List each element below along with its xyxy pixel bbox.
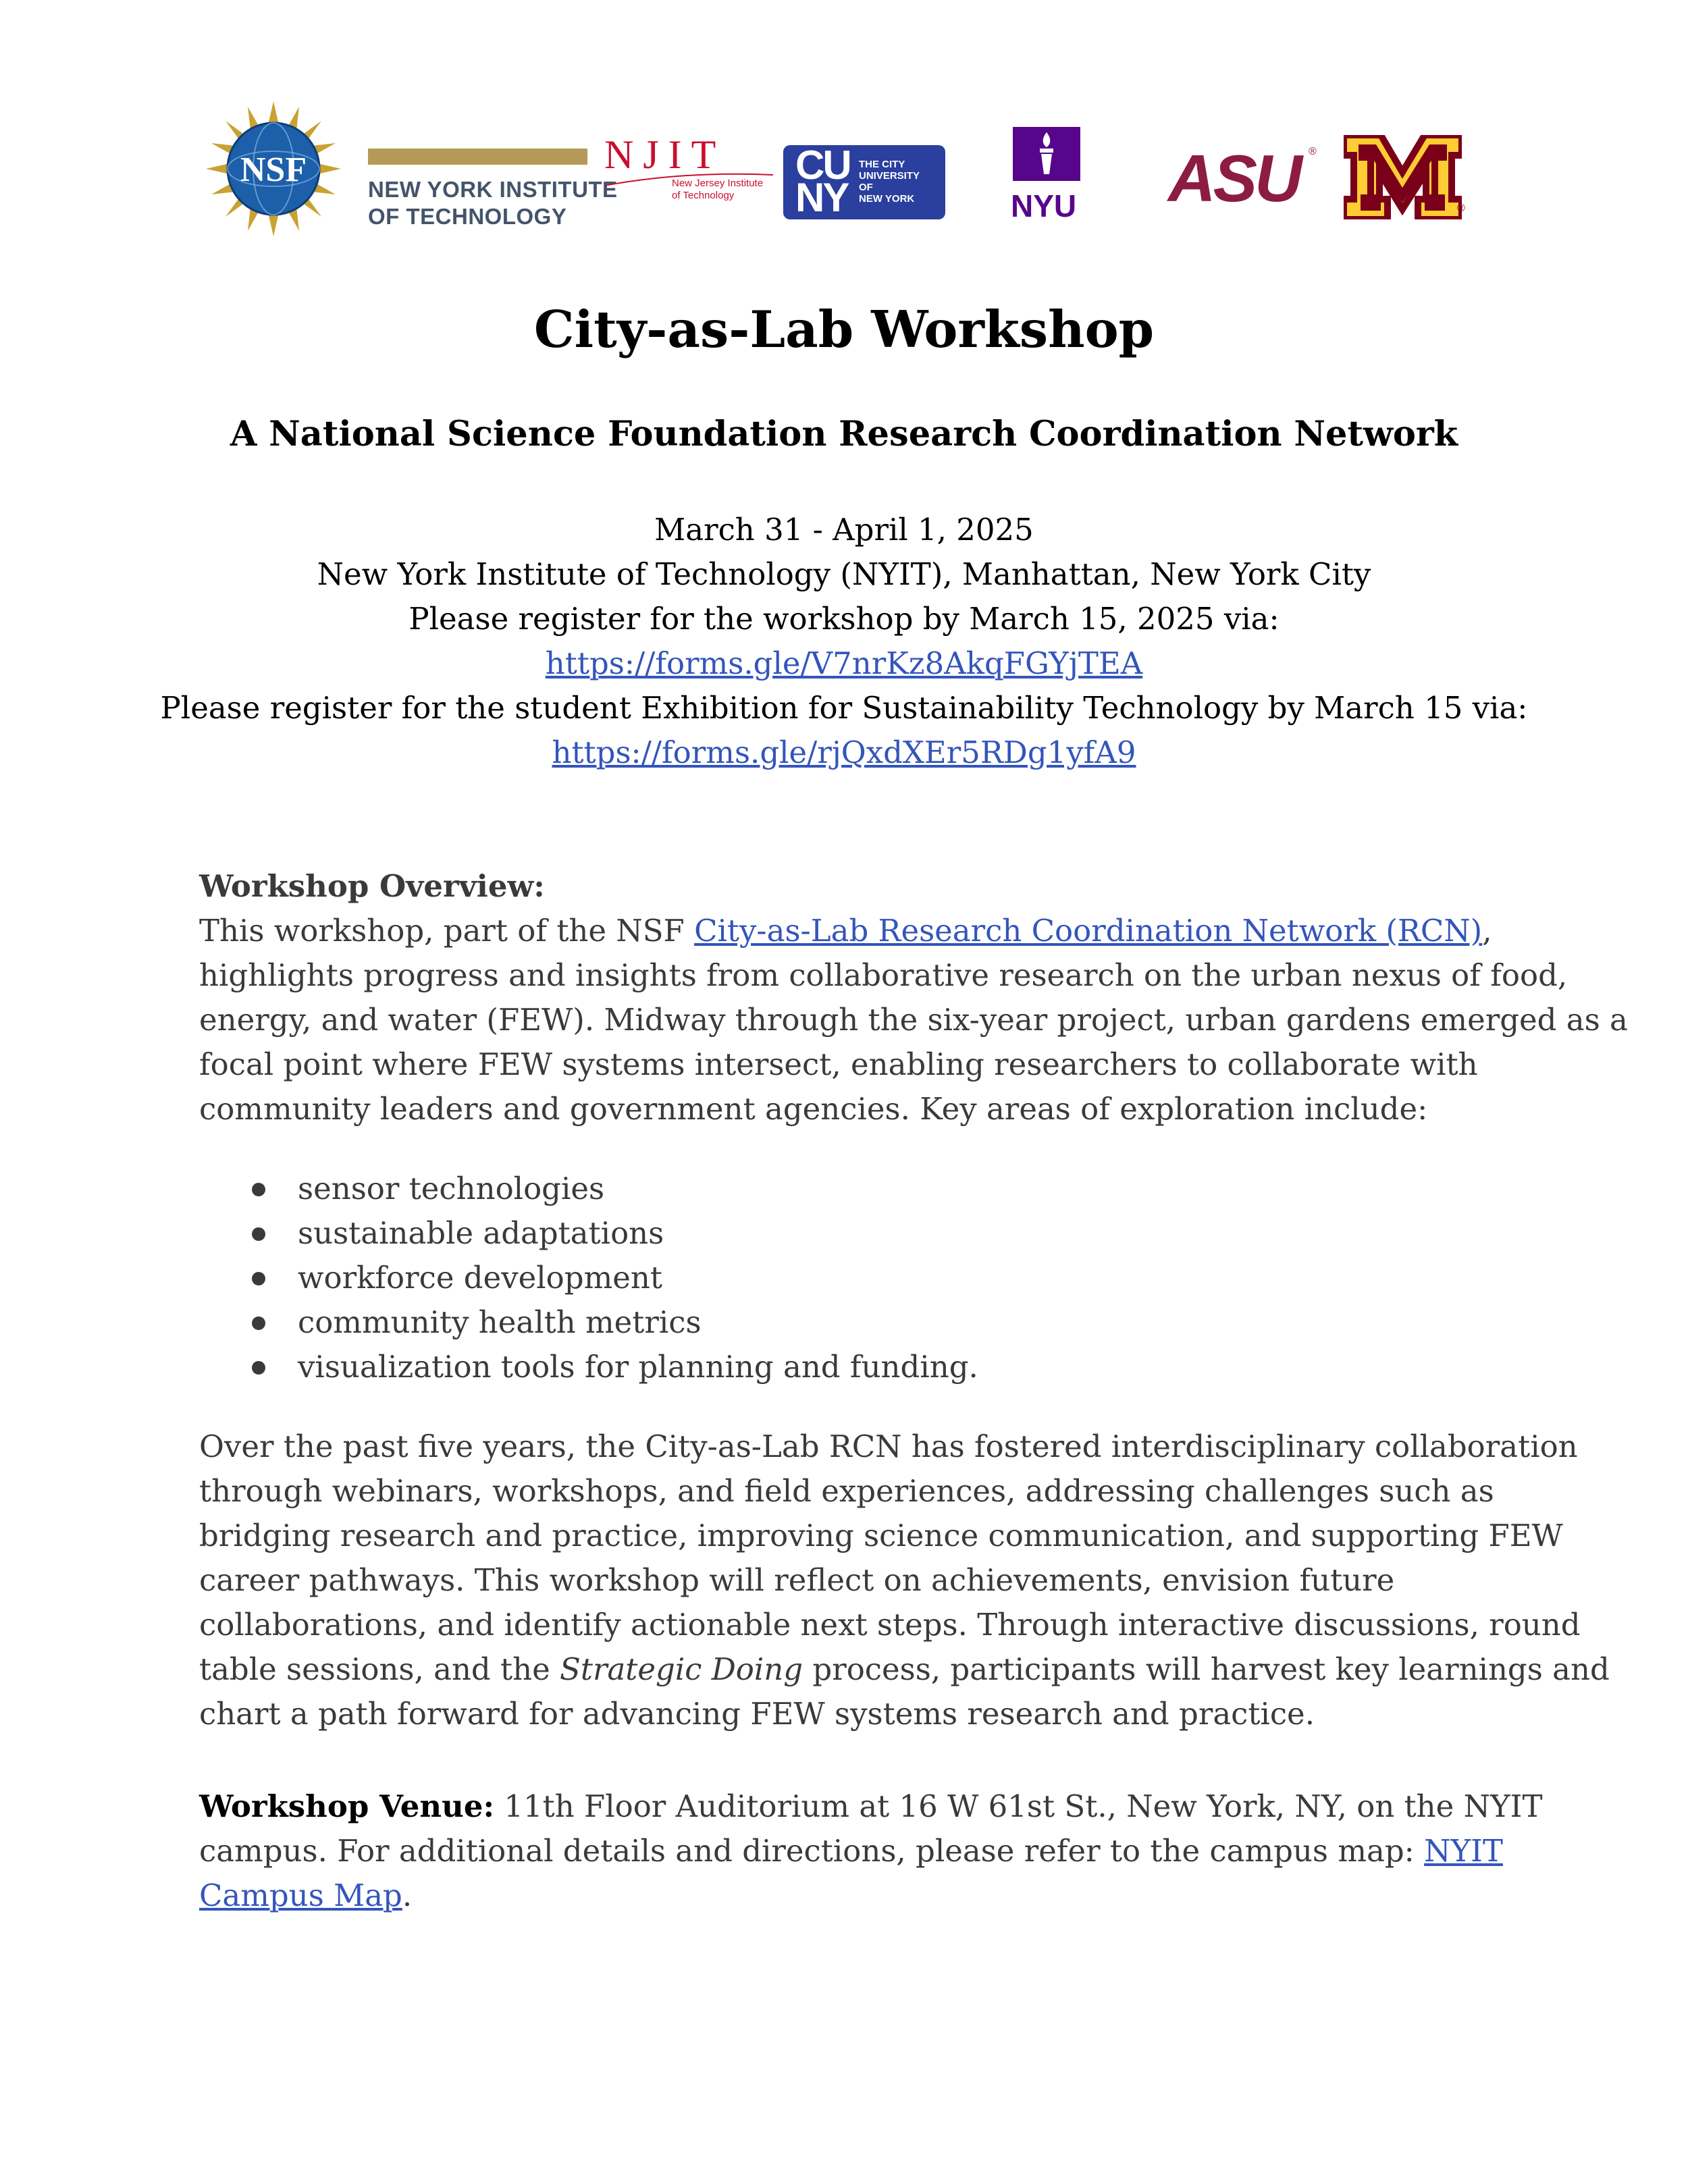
njit-logo-sub1: New Jersey Institute [672, 178, 764, 189]
cuny-mark-bottom: NY [795, 175, 848, 220]
paragraph-line-6 [199, 1647, 1610, 1692]
cuny-logo-text1: THE CITY [859, 159, 905, 170]
bullet-icon [252, 1272, 265, 1285]
bullet-icon [252, 1316, 265, 1330]
overview-line-5: community leaders and government agencies. Key areas of exploration include: [199, 1091, 1428, 1127]
venue-line-2 [199, 1829, 1509, 1873]
workshop-registration-link[interactable]: https://forms.gle/V7nrKz8AkqFGYjTEA [545, 645, 1143, 681]
cuny-logo-text2: UNIVERSITY [859, 170, 920, 182]
venue-section [199, 1784, 1543, 1918]
overview-section [199, 864, 1628, 1131]
minnesota-logo [1344, 135, 1469, 223]
torch-icon [1013, 127, 1080, 181]
asu-logo-reg: ® [1309, 146, 1317, 157]
event-location: New York Institute of Technology (NYIT), Manhattan, New York City [317, 556, 1371, 592]
list-item [199, 1211, 978, 1256]
paragraph-line-1: Over the past five years, the City-as-Lab RCN has fostered interdisciplinary collaboration [199, 1429, 1578, 1464]
overview-line-1-text: This workshop, part of the NSF [199, 913, 695, 949]
overview-line-3: energy, and water (FEW). Midway through the six-year project, urban gardens emerged as a [199, 1002, 1628, 1038]
cuny-logo-mark [795, 142, 850, 220]
njit-logo [604, 132, 773, 206]
venue-line-2-text: campus. For additional details and directions, please refer to the campus map: [199, 1833, 1425, 1869]
event-dates: March 31 - April 1, 2025 [654, 512, 1034, 548]
list-item [199, 1167, 978, 1211]
overview-line-2: highlights progress and insights from collaborative research on the urban nexus of food, [199, 957, 1568, 993]
njit-logo-word: NJIT [604, 132, 726, 177]
register-workshop-text: Please register for the workshop by March 15, 2025 via: [408, 601, 1280, 637]
njit-logo-sub2: of Technology [672, 190, 735, 201]
page-subtitle: A National Science Foundation Research Coordination Network [230, 414, 1458, 454]
bullet-icon [252, 1183, 265, 1196]
venue-line-1 [199, 1784, 1543, 1829]
nyu-logo [1009, 127, 1084, 221]
sponsor-logos [0, 101, 1688, 236]
list-item-text: community health metrics [298, 1304, 702, 1340]
venue-label: Workshop Venue: [199, 1788, 495, 1824]
student-registration-link[interactable]: https://forms.gle/rjQxdXEr5RDg1yfA9 [552, 735, 1136, 770]
list-item-text: workforce development [298, 1260, 662, 1296]
list-item-text: sensor technologies [298, 1171, 605, 1206]
rcn-link[interactable]: City-as-Lab Research Coordination Network (RCN) [694, 913, 1483, 949]
overview-line-1 [199, 909, 1509, 953]
cuny-logo-text3: OF [859, 182, 873, 193]
paragraph-line-4: career pathways. This workshop will reflect on achievements, envision future [199, 1562, 1395, 1598]
paragraph-line-6-pre: table sessions, and the [199, 1651, 560, 1687]
cuny-mark-top: CU [795, 142, 850, 188]
list-item [199, 1345, 978, 1389]
paragraph-line-3: bridging research and practice, improving science communication, and supporting FEW [199, 1518, 1563, 1553]
list-item [199, 1300, 978, 1345]
nyu-torch-box [1013, 127, 1080, 181]
exploration-areas-list [199, 1167, 978, 1389]
page-title: City-as-Lab Workshop [533, 300, 1155, 359]
nyit-logo-line2: OF TECHNOLOGY [368, 204, 567, 229]
list-item-text: sustainable adaptations [298, 1215, 664, 1251]
bullet-icon [252, 1361, 265, 1375]
nyit-logo-bar [368, 149, 587, 165]
minnesota-logo-reg: ® [1457, 203, 1465, 214]
history-paragraph [199, 1424, 1610, 1736]
asu-logo [1168, 140, 1323, 215]
strategic-doing-emphasis: Strategic Doing [560, 1651, 803, 1687]
bullet-icon [252, 1227, 265, 1241]
nsf-logo [206, 101, 341, 236]
venue-line-3-post: . [402, 1877, 413, 1913]
nyu-logo-word: NYU [1011, 188, 1077, 223]
cuny-logo-text4: NEW YORK [859, 193, 915, 205]
cuny-logo [783, 142, 945, 220]
nyit-logo [368, 149, 618, 229]
paragraph-line-5: collaborations, and identify actionable next steps. Through interactive discussions, round [199, 1607, 1581, 1643]
block-m-icon [1344, 135, 1462, 219]
campus-map-link-part2[interactable]: Campus Map [199, 1877, 402, 1913]
register-student-text: Please register for the student Exhibition for Sustainability Technology by March 15 via: [160, 690, 1528, 726]
asu-logo-word: ASU [1168, 141, 1300, 215]
campus-map-link-part1[interactable]: NYIT [1424, 1833, 1503, 1869]
list-item [199, 1256, 978, 1300]
paragraph-line-6-post: process, participants will harvest key learnings and [803, 1651, 1610, 1687]
overview-heading: Workshop Overview: [199, 868, 545, 904]
overview-line-1-post: , [1482, 913, 1492, 949]
list-item-text: visualization tools for planning and funding. [298, 1349, 978, 1385]
nsf-emblem-icon [206, 101, 341, 236]
paragraph-line-2: through webinars, workshops, and field experiences, addressing challenges such as [199, 1473, 1494, 1509]
nyit-logo-line1: NEW YORK INSTITUTE [368, 177, 618, 202]
paragraph-line-7: chart a path forward for advancing FEW systems research and practice. [199, 1696, 1315, 1732]
venue-line-3 [199, 1873, 1509, 1918]
overview-line-4: focal point where FEW systems intersect, enabling researchers to collaborate with [199, 1046, 1478, 1082]
venue-line-1-text: 11th Floor Auditorium at 16 W 61st St., New York, NY, on the NYIT [494, 1788, 1543, 1824]
nsf-logo-text: NSF [240, 151, 307, 189]
